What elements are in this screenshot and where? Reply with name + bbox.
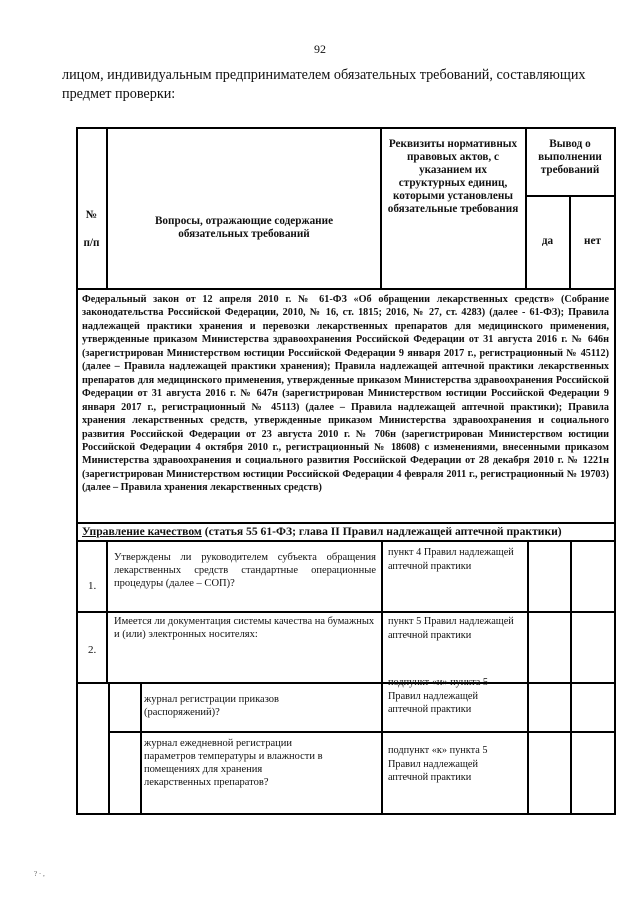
table-left-border xyxy=(76,127,78,815)
intro-text: лицом, индивидуальным предпринимателем обязательных требований, составляющих предмет проверки: xyxy=(62,67,586,102)
section-heading xyxy=(82,525,612,538)
subrow-2-question: журнал ежедневной регистрации параметров температуры и влажности в помещениях для хранения лекарственных препаратов? xyxy=(144,738,323,788)
checklist-table xyxy=(76,127,615,815)
row-1-number: 1. xyxy=(88,580,97,592)
header-bottom-border xyxy=(76,288,615,290)
header-requisites: Реквизиты нормативных правовых актов, с указанием их структурных единиц, которыми установлены обязательные требования xyxy=(387,138,519,215)
law-block-bottom-border xyxy=(76,522,615,524)
law-references-block: Федеральный закон от 12 апреля 2010 г. № 61-ФЗ «Об обращении лекарственных средств» (Собрание законодательства Российской Федерации, 2010, № 16, ст. 1815; 2016, № 27, ст. 4283) (далее - 61-ФЗ); Правила надлежащей практики хранения и перевозки лекарственных препаратов для медицинского применения, утвержденные приказом Министерства здравоохранения Российской Федерации от 31 августа 2016 г. № 646н (зарегистрирован Министерством юстиции Российской Федерации 9 января 2017 г., регистрационный № 45112) (далее – Правила надлежащей практики хранения); Правила надлежащей аптечной практики лекарственных препаратов для медицинского применения, утвержденные приказом Министерства здравоохранения Российской Федерации от 31 августа 2016 г. № 647н (зарегистрирован Министерством юстиции Российской Федерации 9 января 2017 г., регистрационный № 45113) (далее – Правила надлежащей аптечной практики); Правила хранения лекарственных средств, утвержденные приказом Министерства здравоохранения и социального развития Российской Федерации от 23 августа 2010 г. № 706н (зарегистрирован Министерством юстиции Российской Федерации 4 октября 2010 г., регистрационный № 18608) с изменениями, внесенными приказом Министерства здравоохранения и социального развития Российской Федерации от 28 декабря 2010 г. № 1221н (зарегистрирован Министерством юстиции Российской Федерации 4 февраля 2011 г., регистрационный № 19703) (далее – Правила хранения лекарственных средств) xyxy=(82,294,609,494)
page-number: 92 xyxy=(314,42,326,56)
header-number-abbrev: п/п xyxy=(83,237,100,249)
subrow-1-requisite: подпункт «и» пункта 5 Правил надлежащей аптечной практики xyxy=(388,677,489,716)
scan-margin-marks: ? · , xyxy=(34,870,45,878)
row-2-bottom-border xyxy=(76,682,615,684)
section-heading-reference: (статья 55 61-ФЗ; глава II Правил надлежащей аптечной практики) xyxy=(201,525,562,538)
table-right-border xyxy=(614,127,616,815)
rows-yes-divider xyxy=(570,540,572,813)
row-1-bottom-border xyxy=(76,611,615,613)
header-questions: Вопросы, отражающие содержание обязательных требований xyxy=(154,215,334,240)
section-bottom-border xyxy=(76,540,615,542)
questions-column-divider xyxy=(380,127,382,288)
number-column-divider xyxy=(106,127,108,288)
subrows-indent-divider xyxy=(108,682,110,813)
row-2-requisite: пункт 5 Правил надлежащей аптечной практики xyxy=(388,616,514,641)
rows-number-divider xyxy=(106,540,108,682)
rows-requisites-divider xyxy=(527,540,529,813)
subrows-question-divider xyxy=(140,682,142,813)
header-no: нет xyxy=(584,235,601,247)
row-1-requisite: пункт 4 Правил надлежащей аптечной практики xyxy=(388,547,514,572)
rows-question-divider xyxy=(381,540,383,813)
subrow-1-bottom-border xyxy=(108,731,615,733)
header-conclusion: Вывод о выполнении требований xyxy=(538,138,602,176)
row-2-number: 2. xyxy=(88,644,97,656)
subrow-2-requisite: подпункт «к» пункта 5 Правил надлежащей аптечной практики xyxy=(388,745,488,784)
subrow-1-question: журнал регистрации приказов (распоряжений)? xyxy=(144,694,279,718)
section-heading-title: Управление качеством xyxy=(82,525,202,538)
header-yes: да xyxy=(541,235,554,247)
row-2-question: Имеется ли документация системы качества на бумажных и (или) электронных носителях: xyxy=(114,616,375,640)
requisites-column-divider xyxy=(525,127,527,288)
row-1-question: Утверждены ли руководителем субъекта обращения лекарственных средств стандартные операционные процедуры (далее – СОП)? xyxy=(114,552,376,589)
table-top-border xyxy=(76,127,615,129)
table-bottom-border xyxy=(76,813,615,815)
header-number-sign: № xyxy=(85,209,98,221)
